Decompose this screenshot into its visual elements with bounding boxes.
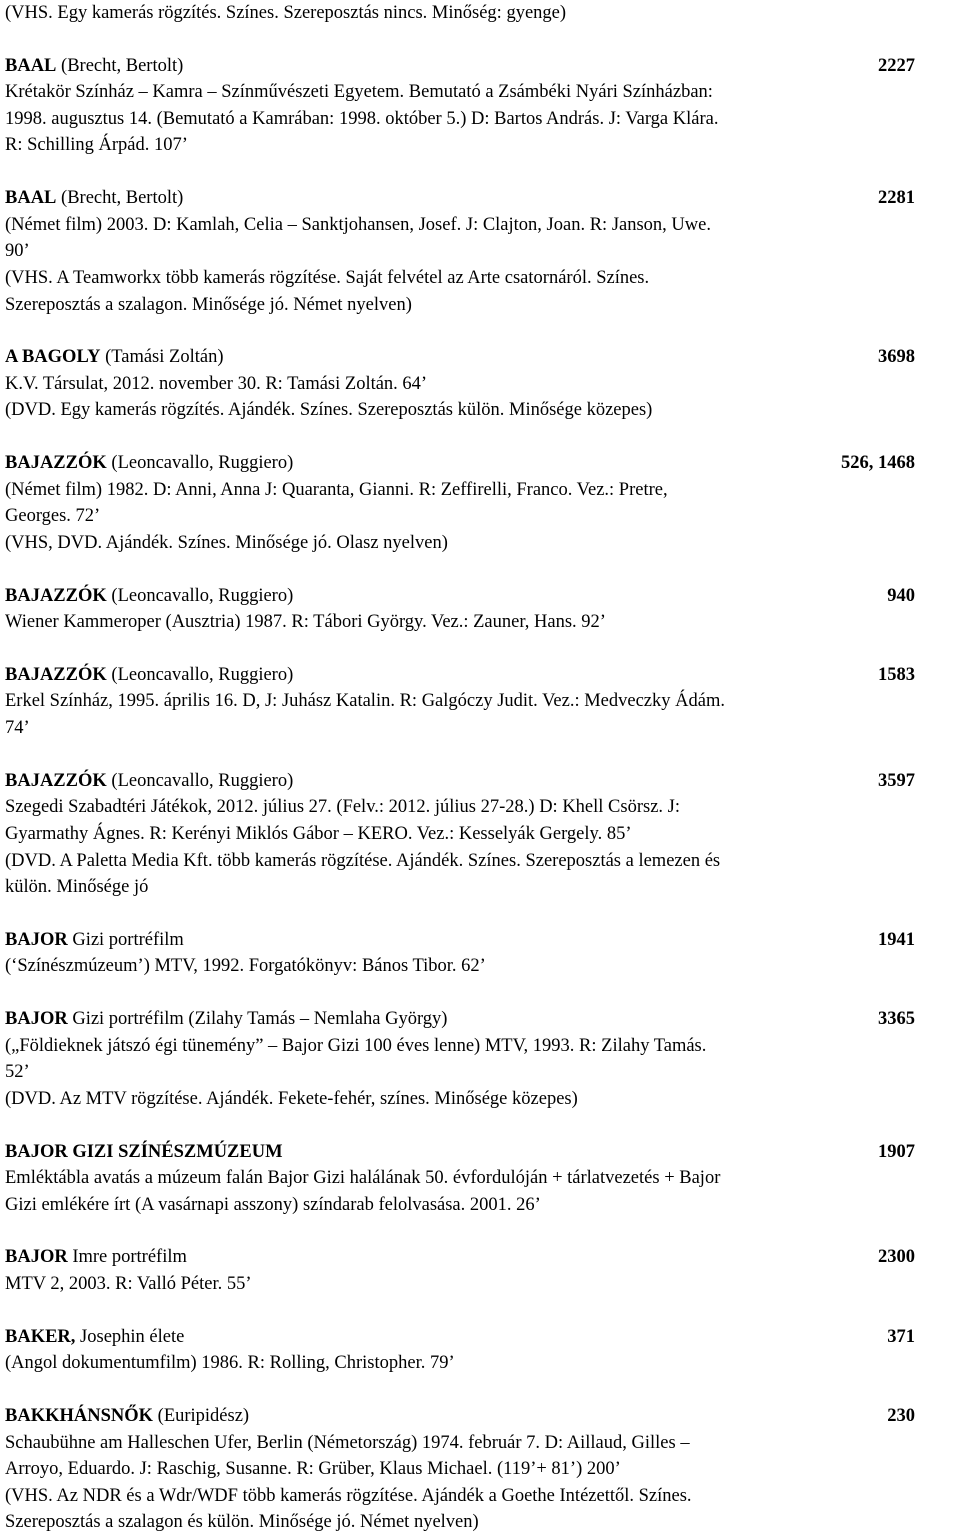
- entry-id: 526, 1468: [841, 453, 915, 474]
- entry-title: BAJAZZÓK: [5, 453, 107, 474]
- entry-line: Gizi emlékére írt (A vasárnapi asszony) színdarab felolvasása. 2001. 26’: [5, 1194, 541, 1215]
- entry-heading-text: [5, 768, 293, 795]
- entry-spacer: [5, 27, 915, 53]
- entry-spacer: [5, 159, 915, 185]
- entry-list: [5, 27, 915, 1536]
- entry-title: A BAGOLY: [5, 347, 101, 368]
- entry-heading-text: [5, 53, 183, 80]
- entry-heading-text: [5, 583, 293, 610]
- entry-title: BAKKHÁNSNŐK: [5, 1405, 154, 1426]
- catalog-entry: [5, 662, 915, 742]
- entry-line: Arroyo, Eduardo. J: Raschig, Susanne. R: Grüber, Klaus Michael. (119’+ 81’) 200’: [5, 1459, 621, 1480]
- entry-spacer: [5, 636, 915, 662]
- entry-line: K.V. Társulat, 2012. november 30. R: Tamási Zoltán. 64’: [5, 373, 428, 394]
- entry-author: (Euripidész): [153, 1405, 250, 1426]
- entry-title: BAJAZZÓK: [5, 770, 107, 791]
- entry-author: (Leoncavallo, Ruggiero): [106, 585, 294, 606]
- catalog-entry: [5, 1139, 915, 1219]
- entry-id: 230: [887, 1405, 915, 1426]
- entry-author: (Leoncavallo, Ruggiero): [106, 453, 294, 474]
- entry-line: (VHS, DVD. Ajándék. Színes. Minősége jó. Olasz nyelven): [5, 532, 448, 553]
- entry-line: (Angol dokumentumfilm) 1986. R: Rolling, Christopher. 79’: [5, 1353, 455, 1374]
- catalog-entry: [5, 583, 915, 636]
- entry-spacer: [5, 980, 915, 1006]
- entry-id: 940: [887, 585, 915, 606]
- entry-line: Gyarmathy Ágnes. R: Kerényi Miklós Gábor – KERO. Vez.: Kesselyák Gergely. 85’: [5, 823, 632, 844]
- entry-line: (‘Színészmúzeum’) MTV, 1992. Forgatókönyv: Bános Tibor. 62’: [5, 956, 486, 977]
- entry-heading-text: [5, 1324, 184, 1351]
- catalog-entry: [5, 1006, 915, 1112]
- entry-title: BAAL: [5, 188, 57, 209]
- catalog-entry: [5, 53, 915, 159]
- entry-id: 2227: [878, 55, 915, 76]
- entry-spacer: [5, 318, 915, 344]
- entry-heading: [5, 768, 915, 795]
- entry-author: Imre portréfilm: [67, 1247, 187, 1268]
- entry-line: Szereposztás a szalagon és külön. Minősége jó. Német nyelven): [5, 1512, 479, 1533]
- entry-heading: [5, 662, 915, 689]
- entry-line: Georges. 72’: [5, 506, 101, 527]
- entry-id: 1941: [878, 929, 915, 950]
- entry-id: 1907: [878, 1141, 915, 1162]
- entry-id: 3365: [878, 1009, 915, 1030]
- catalog-page: [5, 0, 915, 1536]
- entry-title: BAJAZZÓK: [5, 585, 107, 606]
- entry-spacer: [5, 742, 915, 768]
- entry-line: Wiener Kammeroper (Ausztria) 1987. R: Tábori György. Vez.: Zauner, Hans. 92’: [5, 612, 606, 633]
- entry-heading: [5, 927, 915, 954]
- entry-title: BAJAZZÓK: [5, 664, 107, 685]
- entry-heading: [5, 1139, 915, 1166]
- entry-spacer: [5, 1112, 915, 1138]
- entry-line: (DVD. A Paletta Media Kft. több kamerás rögzítése. Ajándék. Színes. Szereposztás a lemezen és: [5, 850, 721, 871]
- entry-heading: [5, 53, 915, 80]
- entry-title: BAJOR: [5, 929, 68, 950]
- continuation-line: (VHS. Egy kamerás rögzítés. Színes. Szereposztás nincs. Minőség: gyenge): [5, 3, 567, 23]
- entry-heading: [5, 1324, 915, 1351]
- entry-spacer: [5, 1298, 915, 1324]
- entry-title: BAJOR: [5, 1009, 68, 1030]
- entry-line: Szegedi Szabadtéri Játékok, 2012. július 27. (Felv.: 2012. július 27-28.) D: Khell Csörsz. J:: [5, 797, 680, 818]
- entry-id: 1583: [878, 664, 915, 685]
- entry-heading-text: [5, 1403, 249, 1430]
- entry-line: Krétakör Színház – Kamra – Színművészeti Egyetem. Bemutató a Zsámbéki Nyári Színházban:: [5, 82, 713, 103]
- entry-author: (Leoncavallo, Ruggiero): [106, 664, 294, 685]
- catalog-entry: [5, 1324, 915, 1377]
- catalog-entry: [5, 450, 915, 556]
- entry-heading: [5, 1403, 915, 1430]
- entry-id: 3698: [878, 347, 915, 368]
- entry-spacer: [5, 1218, 915, 1244]
- entry-author: (Brecht, Bertolt): [56, 188, 184, 209]
- entry-title: BAAL: [5, 55, 57, 76]
- entry-author: (Leoncavallo, Ruggiero): [106, 770, 294, 791]
- entry-author: Josephin élete: [75, 1326, 185, 1347]
- entry-id: 2281: [878, 188, 915, 209]
- entry-heading-text: [5, 1244, 187, 1271]
- entry-spacer: [5, 556, 915, 582]
- entry-line: 1998. augusztus 14. (Bemutató a Kamrában: 1998. október 5.) D: Bartos András. J: Varga Klára.: [5, 108, 719, 129]
- entry-line: Szereposztás a szalagon. Minősége jó. Német nyelven): [5, 294, 412, 315]
- entry-spacer: [5, 1377, 915, 1403]
- entry-heading: [5, 583, 915, 610]
- entry-author: (Tamási Zoltán): [100, 347, 224, 368]
- entry-heading: [5, 344, 915, 371]
- entry-id: 2300: [878, 1247, 915, 1268]
- entry-line: Emléktábla avatás a múzeum falán Bajor Gizi halálának 50. évfordulóján + tárlatvezetés + Bajor: [5, 1168, 721, 1189]
- catalog-entry: [5, 1403, 915, 1536]
- entry-heading: [5, 1244, 915, 1271]
- entry-spacer: [5, 901, 915, 927]
- catalog-entry: [5, 768, 915, 901]
- entry-line: Schaubühne am Halleschen Ufer, Berlin (Németország) 1974. február 7. D: Aillaud, Gilles –: [5, 1432, 690, 1453]
- entry-line: (Német film) 1982. D: Anni, Anna J: Quaranta, Gianni. R: Zeffirelli, Franco. Vez.: Pretre,: [5, 479, 668, 500]
- entry-title: BAKER,: [5, 1326, 76, 1347]
- entry-author: (Brecht, Bertolt): [56, 55, 184, 76]
- entry-id: 3597: [878, 770, 915, 791]
- entry-line: (Német film) 2003. D: Kamlah, Celia – Sanktjohansen, Josef. J: Clajton, Joan. R: Janson, Uwe.: [5, 214, 711, 235]
- entry-line: (DVD. Az MTV rögzítése. Ajándék. Fekete-fehér, színes. Minősége közepes): [5, 1088, 578, 1109]
- entry-heading: [5, 1006, 915, 1033]
- entry-line: (DVD. Egy kamerás rögzítés. Ajándék. Színes. Szereposztás külön. Minősége közepes): [5, 400, 653, 421]
- entry-title: BAJOR: [5, 1247, 68, 1268]
- entry-heading: [5, 185, 915, 212]
- entry-heading-text: [5, 450, 293, 477]
- catalog-entry: [5, 927, 915, 980]
- entry-line: 74’: [5, 718, 30, 739]
- entry-line: („Földieknek játszó égi tünemény” – Bajor Gizi 100 éves lenne) MTV, 1993. R: Zilahy Tamás.: [5, 1035, 707, 1056]
- entry-line: 90’: [5, 241, 30, 262]
- catalog-entry: [5, 344, 915, 424]
- entry-heading: [5, 450, 915, 477]
- entry-line: Erkel Színház, 1995. április 16. D, J: Juhász Katalin. R: Galgóczy Judit. Vez.: Medveczky Ádám.: [5, 691, 725, 712]
- entry-line: 52’: [5, 1062, 30, 1083]
- entry-heading-text: [5, 344, 223, 371]
- entry-heading-text: [5, 1139, 283, 1166]
- entry-line: R: Schilling Árpád. 107’: [5, 135, 188, 156]
- entry-title: BAJOR GIZI SZÍNÉSZMÚZEUM: [5, 1141, 283, 1162]
- entry-author: Gizi portréfilm: [67, 929, 184, 950]
- entry-heading-text: [5, 662, 293, 689]
- entry-line: külön. Minősége jó: [5, 877, 149, 898]
- entry-heading-text: [5, 927, 184, 954]
- entry-line: (VHS. Az NDR és a Wdr/WDF több kamerás rögzítése. Ajándék a Goethe Intézettől. Színes.: [5, 1485, 692, 1506]
- entry-line: MTV 2, 2003. R: Valló Péter. 55’: [5, 1274, 252, 1294]
- entry-line: (VHS. A Teamworkx több kamerás rögzítése. Saját felvétel az Arte csatornáról. Színes.: [5, 267, 650, 288]
- entry-spacer: [5, 424, 915, 450]
- entry-heading-text: [5, 185, 183, 212]
- entry-author: Gizi portréfilm (Zilahy Tamás – Nemlaha György): [67, 1009, 448, 1030]
- entry-id: 371: [887, 1326, 915, 1347]
- catalog-entry: [5, 185, 915, 318]
- entry-heading-text: [5, 1006, 447, 1033]
- catalog-entry: [5, 1244, 915, 1297]
